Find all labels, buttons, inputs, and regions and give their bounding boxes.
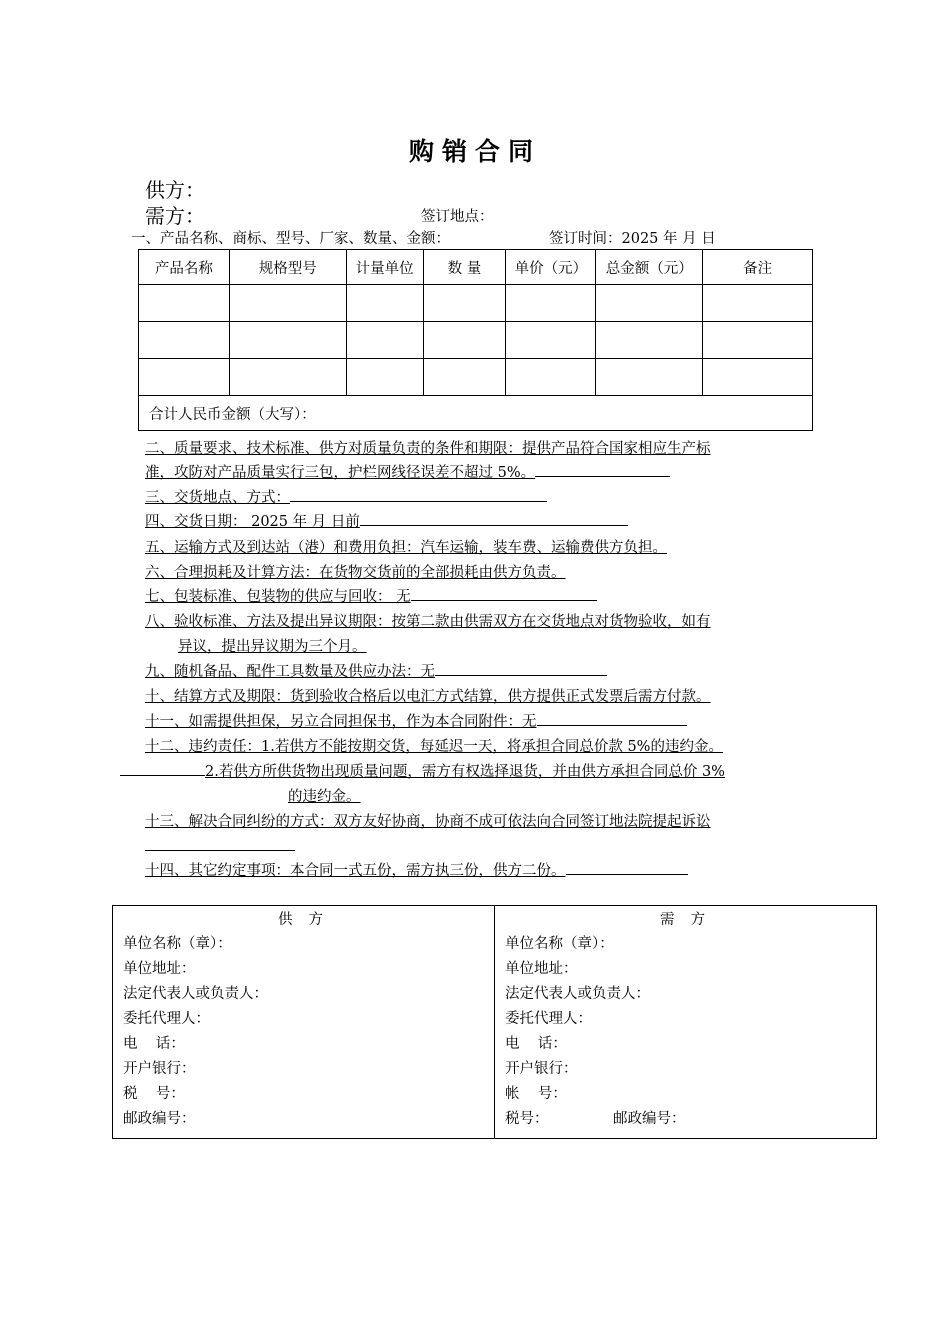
clause-11 [145,710,687,731]
clause-2-line1: 二、质量要求、技术标准、供方对质量负责的条件和期限：提供产品符合国家相应生产标 [145,441,711,457]
column-header: 单价（元） [506,250,596,285]
table-row [139,322,813,359]
fill-line [537,724,687,726]
buyer-field-account[interactable]: 帐 号： [505,1086,567,1102]
supplier-field-tax-id[interactable]: 税 号： [123,1086,185,1102]
total-amount-label: 合计人民币金额（大写）： [139,396,813,431]
table-cell[interactable] [703,322,813,359]
table-cell[interactable] [596,322,703,359]
fill-line [411,599,597,601]
table-cell[interactable] [139,322,230,359]
buyer-field-tax-postcode[interactable]: 税号： 邮政编号： [505,1111,686,1127]
table-cell[interactable] [506,322,596,359]
supplier-field-unit-name[interactable]: 单位名称（章）： [123,936,232,952]
table-header-row [139,250,813,285]
column-header: 产品名称 [139,250,230,285]
clause-12-line3: 的违约金。 [288,789,361,805]
column-header: 总金额（元） [596,250,703,285]
table-cell[interactable] [139,359,230,396]
clause-3-text: 三、交货地点、方式： [145,490,290,506]
signature-table [112,905,877,1139]
table-cell[interactable] [346,322,423,359]
clause-8-line1: 八、验收标准、方法及提出异议期限：按第二款由供需双方在交货地点对货物验收，如有 [145,614,711,630]
fill-line [290,500,547,502]
buyer-field-legal-rep[interactable]: 法定代表人或负责人： [505,986,650,1002]
fill-line [535,475,670,477]
fill-line [120,774,205,776]
buyer-column [495,906,877,1139]
fill-line [145,850,295,851]
clause-13: 十三、解决合同纠纷的方式：双方友好协商，协商不成可依法向合同签订地法院提起诉讼 [145,814,711,830]
buyer-field-address[interactable]: 单位地址： [505,961,578,977]
table-cell[interactable] [596,285,703,322]
supplier-field-address[interactable]: 单位地址： [123,961,196,977]
supplier-field-postcode[interactable]: 邮政编号： [123,1111,196,1127]
table-row [139,285,813,322]
table-row [139,359,813,396]
supplier-field-bank[interactable]: 开户银行： [123,1061,196,1077]
section1-label: 一、产品名称、商标、型号、厂家、数量、金额： [131,231,450,247]
column-header: 计量单位 [346,250,423,285]
fill-line [435,674,607,676]
clause-10: 十、结算方式及期限：货到验收合格后以电汇方式结算，供方提供正式发票后需方付款。 [145,689,711,705]
buyer-field-bank[interactable]: 开户银行： [505,1061,578,1077]
buyer-field-phone[interactable]: 电 话： [505,1036,567,1052]
table-cell[interactable] [229,285,346,322]
sign-time-label: 签订时间：2025 年 月 日 [549,231,716,247]
fill-line [360,524,628,526]
table-cell[interactable] [423,359,506,396]
clause-11-text: 十一、如需提供担保，另立合同担保书，作为本合同附件：无 [145,714,537,730]
clause-12-line2 [120,760,725,781]
table-cell[interactable] [703,359,813,396]
table-cell[interactable] [506,285,596,322]
clause-8-line2: 异议，提出异议期为三个月。 [178,639,367,655]
table-cell[interactable] [423,322,506,359]
total-row [139,396,813,431]
table-cell[interactable] [346,359,423,396]
contract-title: 购销合同 [408,137,541,166]
clause-12-line2-text: 2.若供方所供货物出现质量问题，需方有权选择退货，并由供方承担合同总价 3% [205,764,725,780]
table-cell[interactable] [229,359,346,396]
supplier-column [113,906,495,1139]
clause-6: 六、合理损耗及计算方法：在货物交货前的全部损耗由供方负责。 [145,565,566,581]
clause-4-text: 四、交货日期： 2025 年 月 日前 [145,514,360,530]
buyer-field-unit-name[interactable]: 单位名称（章）： [505,936,614,952]
column-header: 数 量 [423,250,506,285]
sign-place-label: 签订地点： [421,209,494,225]
column-header: 备注 [703,250,813,285]
clause-5: 五、运输方式及到达站（港）和费用负担：汽车运输，装车费、运输费供方负担。 [145,540,667,556]
table-cell[interactable] [139,285,230,322]
clause-9-text: 九、随机备品、配件工具数量及供应办法：无 [145,664,435,680]
clause-2-line2-text: 准，攻防对产品质量实行三包，护栏网线径误差不超过 5%。 [145,465,536,481]
clause-2-line2 [145,461,670,482]
supplier-field-phone[interactable]: 电 话： [123,1036,185,1052]
table-cell[interactable] [703,285,813,322]
supplier-field-agent[interactable]: 委托代理人： [123,1011,210,1027]
buyer-label: 需方： [145,204,205,228]
clause-12-line1: 十二、违约责任：1.若供方不能按期交货，每延迟一天，将承担合同总价款 5%的违约金。 [145,739,723,755]
column-header: 规格型号 [229,250,346,285]
table-cell[interactable] [423,285,506,322]
product-table [138,249,813,431]
clause-7 [145,585,597,606]
buyer-field-agent[interactable]: 委托代理人： [505,1011,592,1027]
clause-3 [145,486,547,507]
table-cell[interactable] [229,322,346,359]
supplier-field-legal-rep[interactable]: 法定代表人或负责人： [123,986,268,1002]
supplier-label: 供方： [145,178,205,202]
clause-14 [145,859,688,880]
table-cell[interactable] [346,285,423,322]
fill-line [566,873,688,875]
clause-7-text: 七、包装标准、包装物的供应与回收： 无 [145,589,411,605]
supplier-header: 供方 [278,912,339,928]
clause-9 [145,660,607,681]
clause-14-text: 十四、其它约定事项：本合同一式五份，需方执三份，供方二份。 [145,863,566,879]
buyer-header: 需方 [660,912,721,928]
clause-4 [145,510,628,531]
table-cell[interactable] [596,359,703,396]
table-cell[interactable] [506,359,596,396]
